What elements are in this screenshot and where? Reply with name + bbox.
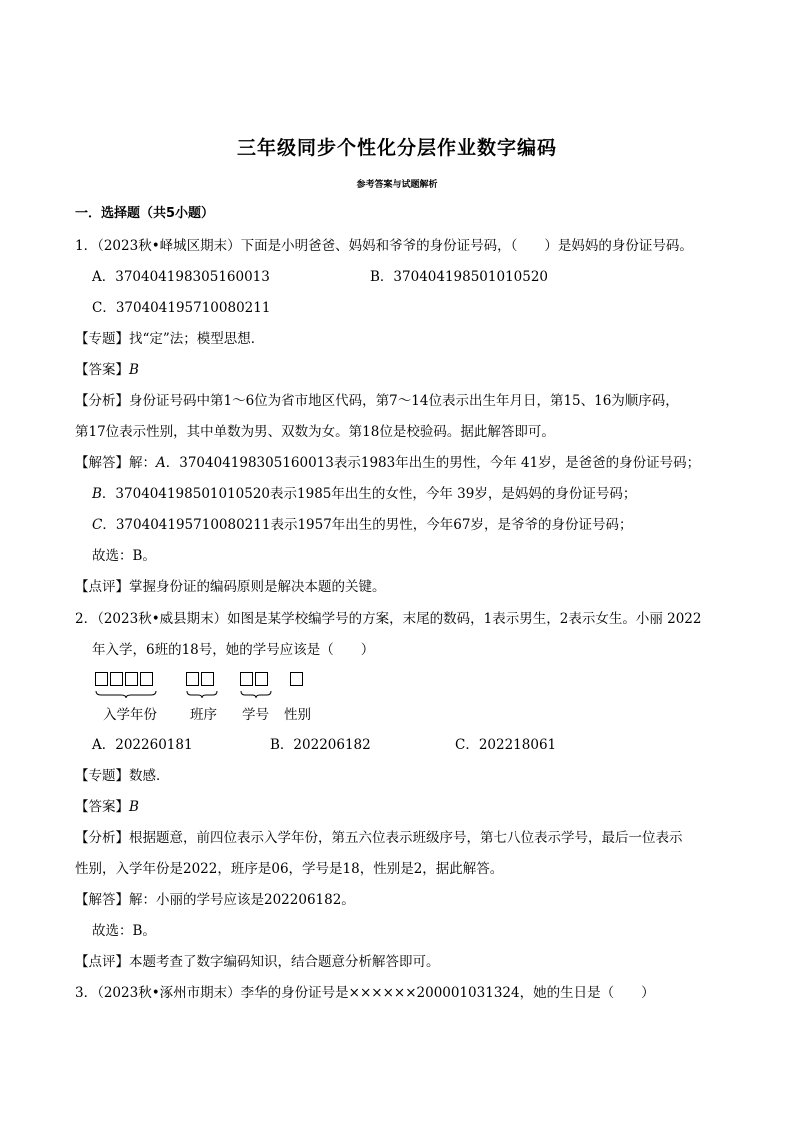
- q2-analysis-text1: 根据题意，前四位表示入学年份，第五六位表示班级序号，第七八位表示学号，最后一位表示: [129, 830, 683, 846]
- q1-solution-letter-b: B: [92, 486, 102, 502]
- digit-box: [240, 672, 253, 686]
- q1-choose: 故选：B。: [92, 548, 156, 564]
- q1-answer: [75, 360, 139, 380]
- q2-answer-text: B: [129, 799, 139, 815]
- q1-solution-letter-c: C: [92, 517, 103, 533]
- section-heading: 一．选择题（共5小题）: [75, 206, 215, 221]
- digit-box: [290, 672, 303, 686]
- q2-solution: [75, 890, 355, 910]
- q1-solution-text3: ．370404195710080211表示1957年出生的男性，今年67岁，是爷爷的身份证号码；: [102, 517, 633, 533]
- q2-option-b: B．202206182: [270, 737, 371, 753]
- q2-option-c: C．202218061: [455, 737, 557, 753]
- q2-analysis-line1: [75, 828, 683, 848]
- q1-option-c: C．370404195710080211: [92, 300, 271, 316]
- q1-option-a: A．370404198305160013: [92, 269, 270, 285]
- page-title: 三年级同步个性化分层作业数字编码: [236, 137, 557, 159]
- brace-class: [186, 690, 218, 698]
- q2-topic-label: 【专题】: [75, 768, 129, 784]
- q2-topic-text: 数感．: [129, 768, 170, 784]
- fig-class-boxes: [186, 672, 214, 686]
- brace-number: [240, 690, 272, 698]
- q1-solution-label: 【解答】: [75, 455, 129, 471]
- digit-box: [125, 672, 138, 686]
- q2-solution-text: 解：小丽的学号应该是202206182。: [129, 892, 355, 908]
- q2-comment-label: 【点评】: [75, 954, 129, 970]
- q1-topic-label: 【专题】: [75, 331, 129, 347]
- q1-comment-text: 掌握身份证的编码原则是解决本题的关键。: [129, 579, 386, 595]
- q1-comment-label: 【点评】: [75, 579, 129, 595]
- q1-topic-text: 找“定”法；模型思想．: [129, 331, 265, 347]
- fig-number-boxes: [240, 672, 268, 686]
- fig-label-class: 班序: [190, 707, 217, 723]
- page-subtitle: 参考答案与试题解析: [356, 180, 438, 190]
- q2-answer-label: 【答案】: [75, 799, 129, 815]
- q1-answer-text: B: [129, 362, 139, 378]
- brace-year: [95, 690, 157, 698]
- q2-analysis-line2: 性别，入学年份是2022，班序是06，学号是18，性别是2，据此解答。: [75, 861, 504, 877]
- digit-box: [110, 672, 123, 686]
- q1-option-b: B．370404198501010520: [370, 269, 549, 285]
- q1-analysis-label: 【分析】: [75, 393, 129, 409]
- q2-topic: [75, 766, 170, 786]
- q1-analysis-line1: [75, 391, 679, 411]
- q2-choose: 故选：B。: [92, 923, 156, 939]
- q1-answer-label: 【答案】: [75, 362, 129, 378]
- fig-label-gender: 性别: [284, 707, 311, 723]
- q2-solution-label: 【解答】: [75, 892, 129, 908]
- q1-solution-text2: ．370404198501010520表示1985年出生的女性，今年 39岁，是妈妈的身份证号码；: [101, 486, 637, 502]
- q1-solution-text1: ．370404198305160013表示1983年出生的男性，今年 41岁，是爸爸的身份证号码；: [165, 455, 701, 471]
- digit-box: [255, 672, 268, 686]
- digit-box: [186, 672, 199, 686]
- fig-label-number: 学号: [242, 707, 269, 723]
- q2-stem-line2: 年入学，6班的18号，她的学号应该是（ ）: [92, 642, 375, 658]
- q2-analysis-label: 【分析】: [75, 830, 129, 846]
- q2-stem-line1: 2．（2023秋•威县期末）如图是某学校编学号的方案，末尾的数码，1表示男生，2表示女生。小丽 2022: [75, 611, 702, 627]
- q1-solution-letter-a: A: [156, 455, 166, 471]
- q1-stem: 1．（2023秋•峄城区期末）下面是小明爸爸、妈妈和爷爷的身份证号码，（ ）是妈妈的身份证号码。: [75, 238, 693, 254]
- digit-box: [95, 672, 108, 686]
- q1-analysis-line2: 第17位表示性别，其中单数为男、双数为女。第18位是校验码。据此解答即可。: [75, 424, 555, 440]
- q1-topic: [75, 329, 264, 349]
- q2-comment-text: 本题考查了数字编码知识，结合题意分析解答即可。: [129, 954, 440, 970]
- q3-stem: 3．（2023秋•涿州市期末）李华的身份证号是××××××200001031324，她的生日是（ ）: [75, 985, 655, 1001]
- q1-solution-prefix: 解：: [129, 455, 156, 471]
- q2-answer: [75, 797, 139, 817]
- fig-gender-box: [290, 672, 303, 686]
- q1-solution-line3: [92, 515, 632, 535]
- digit-box: [201, 672, 214, 686]
- q1-comment: [75, 577, 386, 597]
- q2-comment: [75, 952, 440, 972]
- fig-year-boxes: [95, 672, 153, 686]
- q1-solution-line2: [92, 484, 636, 504]
- q1-analysis-text1: 身份证号码中第1～6位为省市地区代码，第7～14位表示出生年月日，第15、16为顺序码，: [129, 393, 679, 409]
- digit-box: [140, 672, 153, 686]
- q2-option-a: A．202260181: [92, 737, 193, 753]
- fig-label-year: 入学年份: [103, 707, 157, 723]
- q1-solution-line1: [75, 453, 700, 473]
